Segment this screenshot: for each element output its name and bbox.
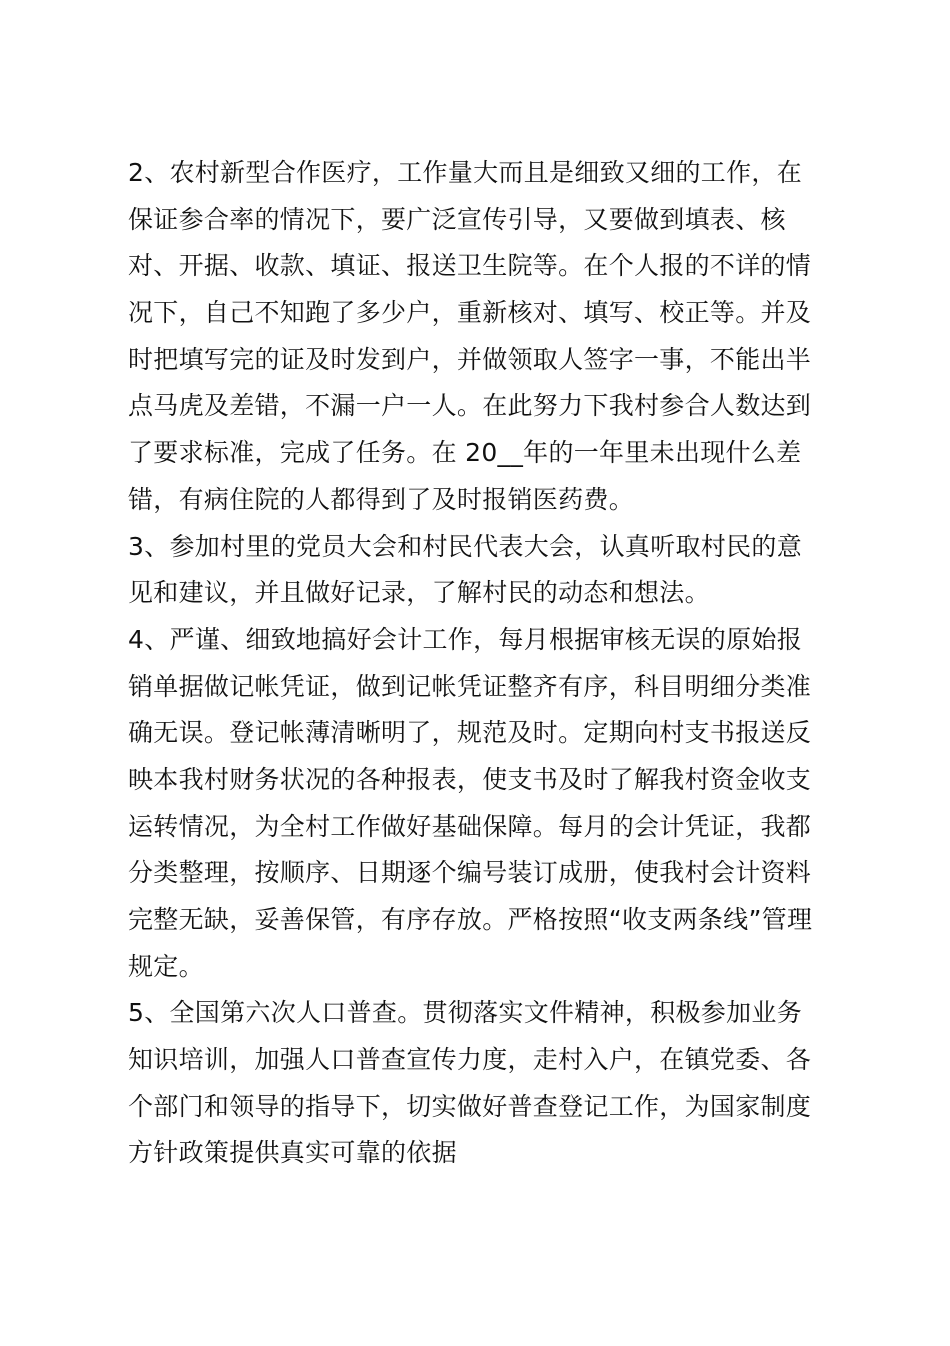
text-line: 分类整理，按顺序、日期逐个编号装订成册，使我村会计资料 xyxy=(128,858,812,888)
text-line: 映本我村财务状况的各种报表，使支书及时了解我村资金收支 xyxy=(128,764,812,794)
text-line: 确无误。登记帐薄清晰明了，规范及时。定期向村支书报送反 xyxy=(128,718,812,748)
text-line: 了要求标准，完成了任务。在 20__年的一年里未出现什么差 xyxy=(128,438,802,468)
text-line: 点马虎及差错，不漏一户一人。在此努力下我村参合人数达到 xyxy=(128,391,812,421)
document-body xyxy=(128,150,824,1177)
text-line: 错，有病住院的人都得到了及时报销医药费。 xyxy=(128,484,635,514)
text-line: 知识培训，加强人口普查宣传力度，走村入户，在镇党委、各 xyxy=(128,1045,812,1075)
text-line: 完整无缺，妥善保管，有序存放。严格按照“收支两条线”管理 xyxy=(128,905,813,934)
text-line: 对、开据、收款、填证、报送卫生院等。在个人报的不详的情 xyxy=(128,251,812,281)
text-line: 规定。 xyxy=(128,951,204,981)
text-line: 2、农村新型合作医疗，工作量大而且是细致又细的工作，在 xyxy=(128,158,803,187)
text-line: 4、严谨、细致地搞好会计工作，每月根据审核无误的原始报 xyxy=(128,624,803,654)
text-line: 时把填写完的证及时发到户，并做领取人签字一事，不能出半 xyxy=(128,344,812,374)
text-line: 方针政策提供真实可靠的依据 xyxy=(128,1138,457,1168)
text-line: 个部门和领导的指导下，切实做好普查登记工作，为国家制度 xyxy=(128,1091,812,1121)
text-line: 运转情况，为全村工作做好基础保障。每月的会计凭证，我都 xyxy=(128,811,812,841)
text-line: 况下，自己不知跑了多少户，重新核对、填写、校正等。并及 xyxy=(128,298,812,328)
text-line: 3、参加村里的党员大会和村民代表大会，认真听取村民的意 xyxy=(128,531,803,561)
text-line: 保证参合率的情况下，要广泛宣传引导，又要做到填表、核 xyxy=(128,204,786,234)
text-line: 5、全国第六次人口普查。贯彻落实文件精神，积极参加业务 xyxy=(128,998,803,1028)
text-line: 销单据做记帐凭证，做到记帐凭证整齐有序，科目明细分类准 xyxy=(128,671,812,701)
text-line: 见和建议，并且做好记录，了解村民的动态和想法。 xyxy=(128,578,710,608)
